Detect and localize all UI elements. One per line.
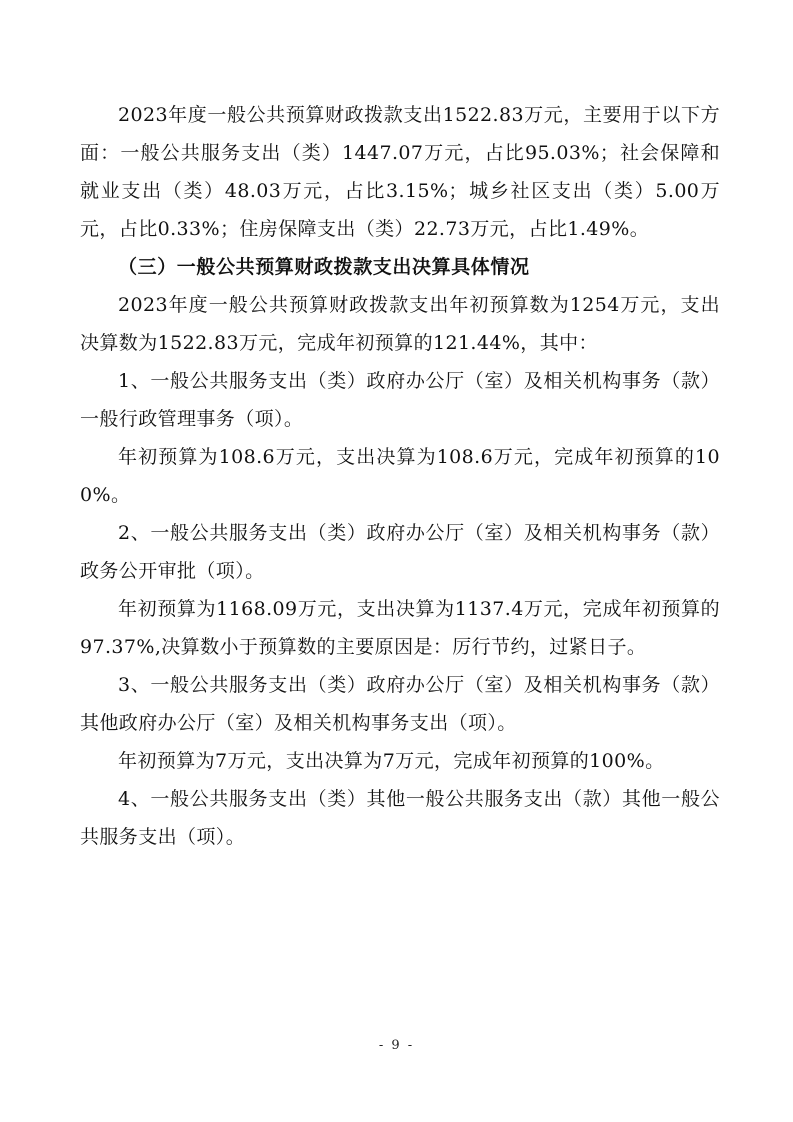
paragraph-item-2-title: 2、一般公共服务支出（类）政府办公厅（室）及相关机构事务（款）政务公开审批（项）。 xyxy=(80,522,720,582)
paragraph-budget-overview: 2023年度一般公共预算财政拨款支出年初预算数为1254万元，支出决算数为1522.83万元，完成年初预算的121.44%，其中： xyxy=(80,294,720,354)
paragraph-item-3-detail: 年初预算为7万元，支出决算为7万元，完成年初预算的100%。 xyxy=(118,750,665,772)
document-body xyxy=(80,96,720,856)
page-number: - 9 - xyxy=(378,1038,415,1053)
paragraph-expenditure-summary: 2023年度一般公共预算财政拨款支出1522.83万元，主要用于以下方面：一般公共服务支出（类）1447.07万元，占比95.03%；社会保障和就业支出（类）48.03万元，占比3.15%；城乡社区支出（类）5.00万元，占比0.33%；住房保障支出（类）22.73万元，占比1.49%。 xyxy=(80,104,720,240)
paragraph-item-2-detail: 年初预算为1168.09万元，支出决算为1137.4万元，完成年初预算的97.37%,决算数小于预算数的主要原因是：厉行节约，过紧日子。 xyxy=(80,598,720,658)
paragraph-item-4-title: 4、一般公共服务支出（类）其他一般公共服务支出（款）其他一般公共服务支出（项）。 xyxy=(80,788,720,848)
paragraph-item-3-title: 3、一般公共服务支出（类）政府办公厅（室）及相关机构事务（款）其他政府办公厅（室）及相关机构事务支出（项）。 xyxy=(80,674,720,734)
paragraph-item-1-detail: 年初预算为108.6万元，支出决算为108.6万元，完成年初预算的100%。 xyxy=(80,446,720,506)
section-heading-3: （三）一般公共预算财政拨款支出决算具体情况 xyxy=(118,256,530,278)
paragraph-item-1-title: 1、一般公共服务支出（类）政府办公厅（室）及相关机构事务（款）一般行政管理事务（项）。 xyxy=(80,370,720,430)
